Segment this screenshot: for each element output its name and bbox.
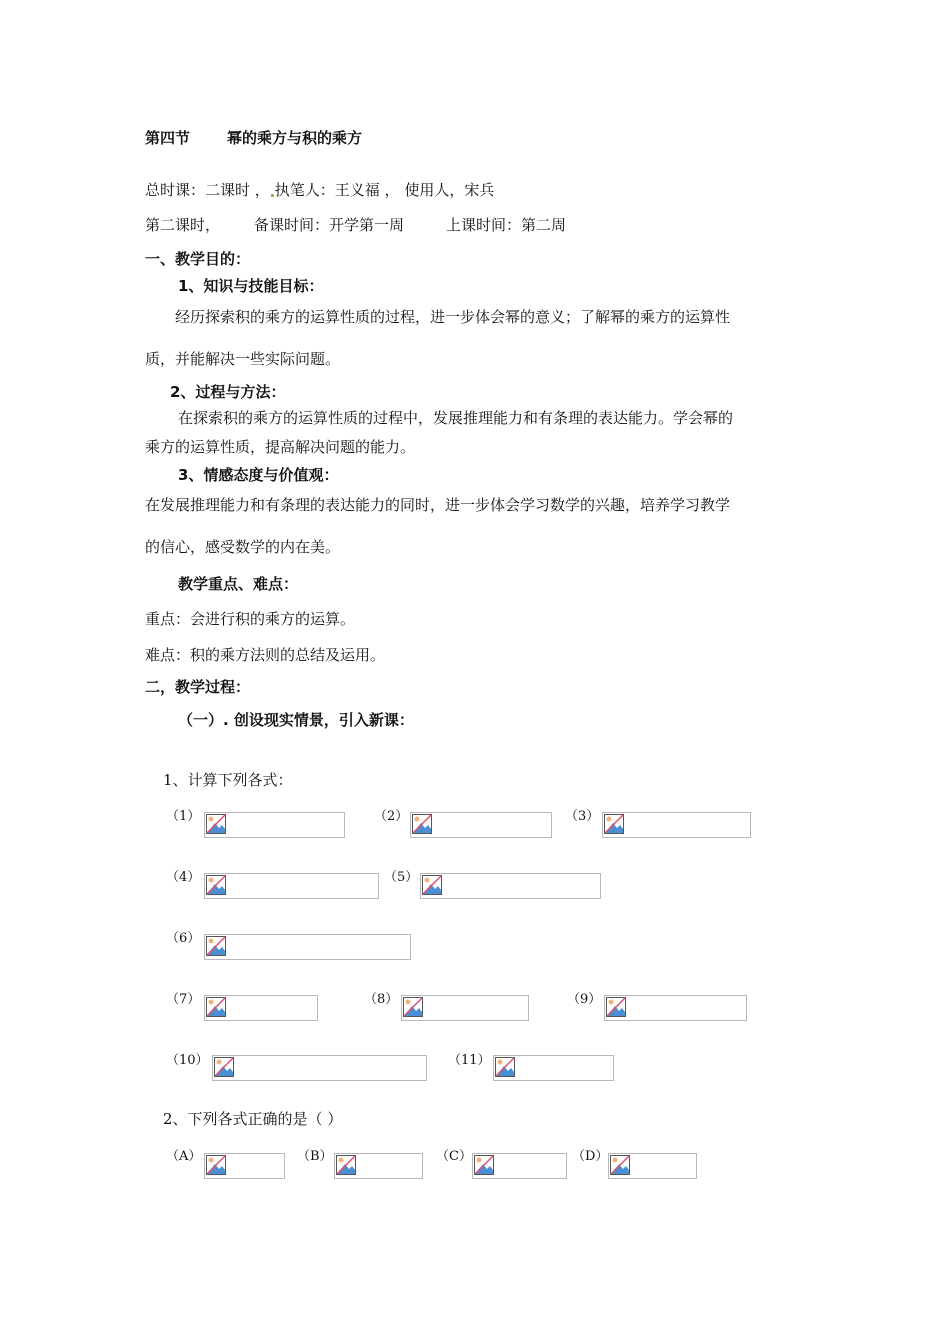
item-label-8: （8） — [364, 992, 399, 1007]
formula-image-5 — [420, 873, 601, 899]
broken-image-icon — [604, 814, 624, 834]
broken-image-icon — [412, 814, 432, 834]
formula-image-1 — [204, 812, 345, 838]
broken-image-icon — [206, 936, 226, 956]
choice-image-a — [204, 1153, 285, 1179]
choice-label-d: （D） — [572, 1149, 609, 1164]
item-label-2: （2） — [374, 809, 409, 824]
formula-image-4 — [204, 873, 379, 899]
key-points-heading: 教学重点、难点： — [178, 575, 299, 593]
broken-image-icon — [214, 1057, 234, 1077]
choice-label-b: （B） — [297, 1149, 333, 1164]
question-1: 1、计算下列各式： — [163, 771, 293, 789]
item-label-9: （9） — [567, 992, 602, 1007]
broken-image-icon — [606, 997, 626, 1017]
formula-image-10 — [212, 1055, 427, 1081]
choice-label-c: （C） — [436, 1149, 472, 1164]
item-label-7: （7） — [166, 992, 201, 1007]
broken-image-icon — [403, 997, 423, 1017]
process-method-text-1: 在探索积的乘方的运算性质的过程中，发展推理能力和有条理的表达能力。学会幂的 — [178, 409, 734, 427]
item-label-3: （3） — [565, 809, 600, 824]
goals-heading: 一、教学目的： — [145, 250, 251, 268]
formula-image-2 — [410, 812, 552, 838]
formula-image-3 — [602, 812, 751, 838]
formula-image-6 — [204, 934, 411, 960]
choice-image-c — [472, 1153, 567, 1179]
formula-image-8 — [401, 995, 529, 1021]
meta-line-1 — [145, 181, 494, 199]
broken-image-icon — [206, 875, 226, 895]
emotion-text-2: 的信心，感受数学的内在美。 — [145, 538, 341, 556]
intro-heading: （一）. 创设现实情景，引入新课： — [178, 711, 414, 729]
item-label-6: （6） — [166, 931, 201, 946]
formula-image-11 — [493, 1055, 614, 1081]
item-label-1: （1） — [166, 809, 201, 824]
formula-image-7 — [204, 995, 318, 1021]
course-hours: 总时课：二课时 ， — [145, 181, 270, 199]
broken-image-icon — [610, 1155, 630, 1175]
choice-label-a: （A） — [166, 1149, 202, 1164]
item-label-10: （10） — [166, 1053, 209, 1068]
broken-image-icon — [206, 997, 226, 1017]
broken-image-icon — [206, 814, 226, 834]
knowledge-heading: 1、知识与技能目标： — [178, 277, 324, 295]
broken-image-icon — [495, 1057, 515, 1077]
broken-image-icon — [474, 1155, 494, 1175]
knowledge-text-1: 经历探索积的乘方的运算性质的过程，进一步体会幂的意义；了解幂的乘方的运算性 — [175, 308, 731, 326]
author-user: 执笔人：王义福 ， 使用人，宋兵 — [274, 181, 495, 199]
item-label-11: （11） — [448, 1053, 491, 1068]
process-heading: 二，教学过程： — [145, 678, 251, 696]
section-title: 第四节 — [145, 129, 191, 147]
item-label-5: （5） — [384, 870, 419, 885]
broken-image-icon — [422, 875, 442, 895]
process-method-text-2: 乘方的运算性质，提高解决问题的能力。 — [145, 438, 416, 456]
broken-image-icon — [206, 1155, 226, 1175]
lesson-number: 第二课时， — [145, 216, 221, 234]
difficulty-text: 难点：积的乘方法则的总结及运用。 — [145, 646, 386, 664]
formula-image-9 — [604, 995, 747, 1021]
choice-image-d — [608, 1153, 697, 1179]
prep-time: 备课时间：开学第一周 — [254, 216, 405, 234]
meta-line-2 — [145, 216, 220, 234]
broken-image-icon — [336, 1155, 356, 1175]
emotion-text-1: 在发展推理能力和有条理的表达能力的同时，进一步体会学习数学的兴趣，培养学习教学 — [145, 496, 731, 514]
lesson-title: 幂的乘方与积的乘方 — [227, 129, 363, 147]
process-method-heading: 2、过程与方法： — [170, 383, 286, 401]
class-time: 上课时间：第二周 — [446, 216, 567, 234]
choice-image-b — [334, 1153, 423, 1179]
emotion-heading: 3、情感态度与价值观： — [178, 466, 339, 484]
question-2: 2、下列各式正确的是（ ） — [163, 1110, 343, 1128]
knowledge-text-2: 质，并能解决一些实际问题。 — [145, 350, 341, 368]
focus-text: 重点：会进行积的乘方的运算。 — [145, 610, 356, 628]
item-label-4: （4） — [166, 870, 201, 885]
